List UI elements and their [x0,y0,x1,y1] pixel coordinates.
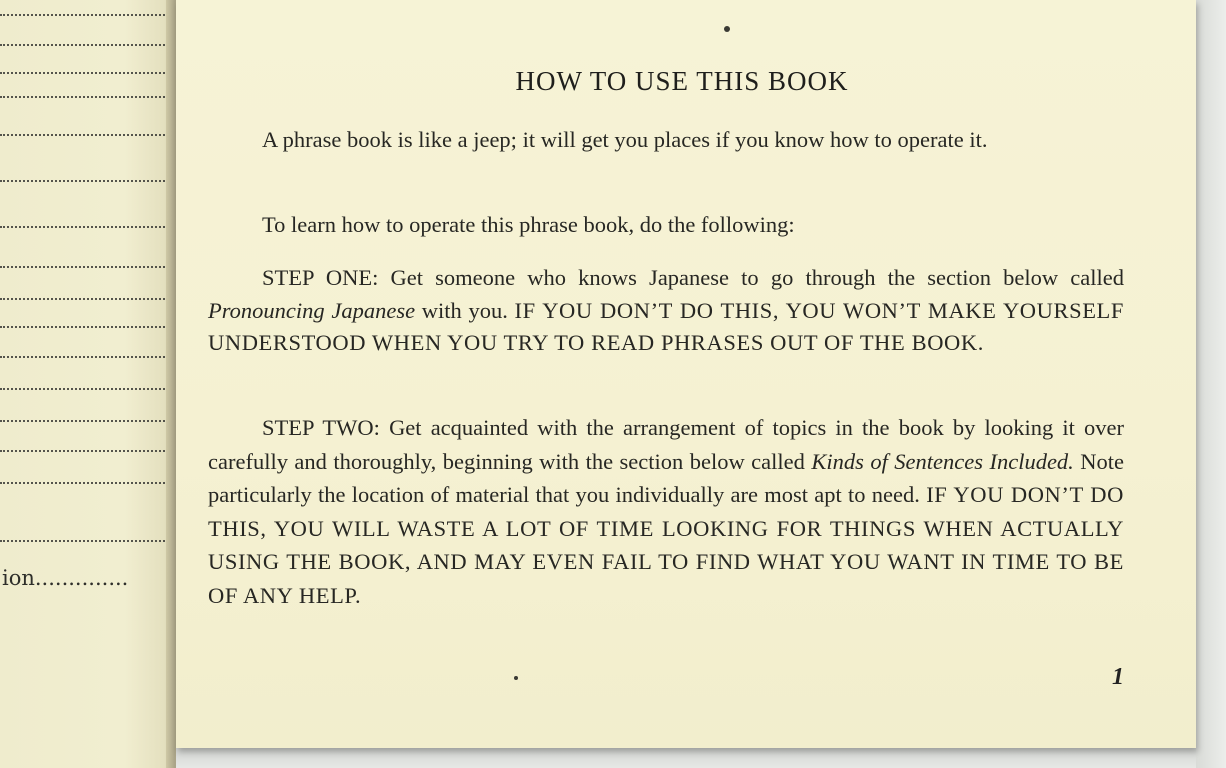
step-one-text-end: with you. [421,297,508,323]
step-two-label: STEP TWO: [262,415,380,440]
toc-entry-fragment: ion.............. [2,566,129,590]
step-one-text: Get someone who knows Japanese to go through the section below called [390,265,1124,290]
step-one-paragraph [208,262,1124,360]
toc-leader-line [0,134,172,138]
toc-leader-line [0,180,172,184]
toc-leader-line [0,450,172,454]
step-two-text-end: Note particularly the location of material that you individually are most apt to need. [208,448,1125,507]
intro-paragraph [208,124,1124,155]
toc-leader-line [0,44,172,48]
step-one-section-title: Pronouncing Japanese [208,297,416,323]
background-edge [1196,0,1226,768]
print-dot [724,26,730,32]
step-two-text: Get acquainted with the arrangement of topics in the book by looking it over carefully and thoroughly, beginning with the section below called [208,415,1125,474]
toc-leader-line [0,420,172,424]
toc-leader-line [0,388,172,392]
instruction-text: To learn how to operate this phrase book, do the following: [262,212,795,237]
step-one-warning: IF YOU DON’T DO THIS, YOU WON’T MAKE YOURSELF UNDERSTOOD WHEN YOU TRY TO READ PHRASES OUT OF THE BOOK. [208,297,1125,355]
toc-leader-line [0,356,172,360]
toc-leader-line [0,72,172,76]
step-two-section-title: Kinds of Sentences Included. [811,448,1074,474]
step-two-warning: IF YOU DON’T DO THIS, YOU WILL WASTE A LOT OF TIME LOOKING FOR THINGS WHEN ACTUALLY USING THE BOOK, AND MAY EVEN FAIL TO FIND WHAT YOU WANT IN TIME TO BE OF ANY HELP. [208,482,1124,608]
instruction-paragraph [208,209,1124,240]
right-page [176,0,1196,748]
page-number: 1 [1112,664,1124,690]
toc-leader-line [0,482,172,486]
toc-leader-line [0,226,172,230]
intro-text: A phrase book is like a jeep; it will get you places if you know how to operate it. [262,127,988,152]
step-one-label: STEP ONE: [262,265,379,290]
step-two-paragraph [208,411,1124,612]
page-title: HOW TO USE THIS BOOK [515,66,849,96]
left-page [0,0,178,768]
toc-leader-line [0,266,172,270]
toc-leader-line [0,298,172,302]
print-dot [514,676,518,680]
toc-leader-line [0,540,172,544]
toc-leader-line [0,326,172,330]
toc-leader-line [0,96,172,100]
toc-leader-line [0,14,172,18]
